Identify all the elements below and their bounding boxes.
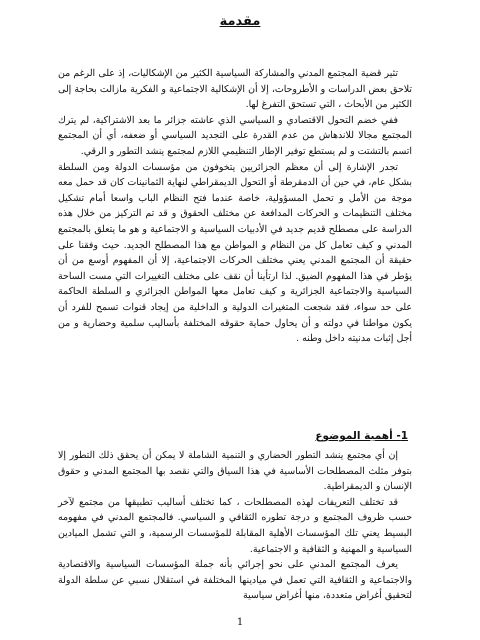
- section-paragraph-2: قد تختلف التعريفات لهذه المصطلحات ، كما تختلف أساليب تطبيقها من مجتمع لآخر حسب ظروف المجتمع و درجة تطوره الثقافي و السياسي. فالمجتمع المدني في مفهومه البسيط يعني تلك المؤسسات الأهلية المقابلة للمؤسسات الرسمية، و التي تشمل الميادين السياسية و المهنية و الثقافية و الاجتماعية.: [58, 496, 412, 555]
- intro-paragraph-1: تثير قضية المجتمع المدني والمشاركة السياسية الكثير من الإشكاليات، إذ على الرغم من تلاحق بعض الدراسات و الأطروحات، إلا أن الإشكالية الاجتماعية و الفكرية مازالت بحاجة إلى الكثير من الأبحاث ، التي تستحق التفرغ لها.: [58, 68, 412, 111]
- intro-section: [58, 66, 412, 347]
- section-paragraph-1: إن أي مجتمع ينشد التطور الحضاري و التنمية الشاملة لا يمكن أن يحقق ذلك التطور إلا بتوفر مثلث المصطلحات الأساسية في هذا السياق والتي نقصد بها المجتمع المدني و حقوق الإنسان و الديمقراطية.: [58, 450, 412, 493]
- page-title: مقدمة: [219, 14, 261, 29]
- intro-paragraph-3: تجدر الإشارة إلى أن معظم الجزائريين يتخوفون من مؤسسات الدولة ومن السلطة بشكل عام، في حين أن الدمقرطة أو التحول الديمقراطي لنهاية الثمانينات كان قد حمل معه موجة من الأمل و تحمل المسؤولية، خاصة عندما فتح النظام الباب واسعا أمام تشكيل مختلف التنظيمات و الحركات المدافعة عن مختلف الحقوق و قد تم التركيز من خلال هذه الدراسة على مصطلح قديم جديد في الأدبيات السياسية و الاجتماعية و هو ما يتعلق بالمجتمع المدني و كيف تعامل كل من النظام و المواطن مع هذا المصطلح الجديد. حيث وفقنا على حقيقة أن المجتمع المدني يعني مختلف الحركات الاجتماعية، إلا أن المفهوم أوسع من أن يؤطر في هذا المفهوم الضيق. لذا ارتأينا أن نقف على مختلف التغييرات التي مست الساحة السياسية والاجتماعية الجزائرية و كيف تعامل معها المواطن الجزائري و السلطة الحاكمة على حد سواء، فقد شجعت المتغيرات الدولية و الداخلية من إيجاد قنوات تسمح للفرد أن يكون مواطنا في دولته و أن يحاول حماية حقوقه المختلفة بأساليب سلمية وحضارية و من أجل إثبات مدنيته داخل وطنه .: [58, 161, 412, 345]
- section-paragraph-3: يعرف المجتمع المدني على نحو إجرائي بأنه جملة المؤسسات السياسية والاقتصادية والاجتماعية و الثقافية التي تعمل في ميادينها المختلفة في استقلال نسبي عن سلطة الدولة لتحقيق أغراض متعددة، منها أغراض سياسية: [58, 559, 412, 602]
- section-heading: 1- أهمية الموضوع: [315, 430, 408, 442]
- intro-paragraph-2: ففي خضم التحول الاقتصادي و السياسي الذي عاشته جزائر ما بعد الاشتراكية، لم يترك المجتمع مجالا للاندهاش من عدم القدرة على التجديد السياسي أو ضعفه، أي أن المجتمع اتسم بالتشتت و لم يستطع توفير الإطار التنظيمي اللازم لمجتمع ينشد التطور و الرقي.: [58, 114, 412, 157]
- page-number: 1: [236, 617, 244, 628]
- importance-section: [58, 448, 412, 604]
